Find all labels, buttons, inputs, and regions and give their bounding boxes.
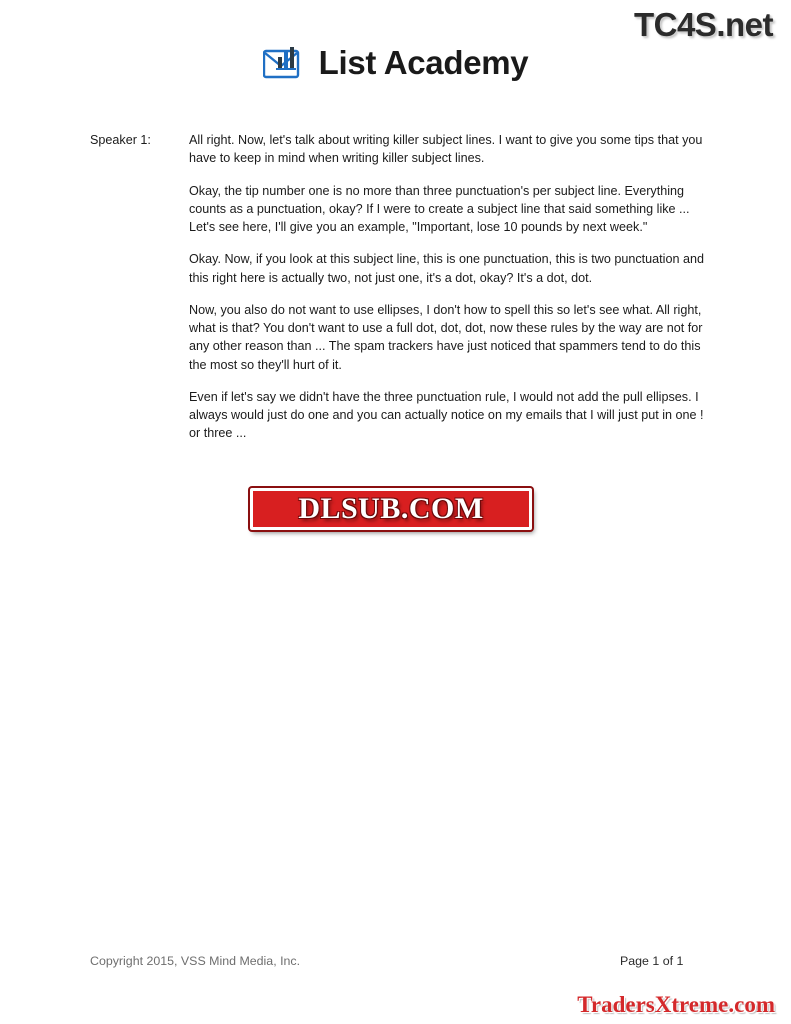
site-logo [0,44,791,82]
paragraph: All right. Now, let's talk about writing killer subject lines. I want to give you some tips that you have to keep in mind when writing killer subject lines. [189,133,703,166]
logo-text: List Academy [318,44,529,81]
dlsub-watermark [250,488,532,530]
speaker-label: Speaker 1: [90,133,151,147]
speech-text [189,131,706,443]
tc4s-watermark: TC4S.net [633,6,773,43]
footer-copyright: Copyright 2015, VSS Mind Media, Inc. [90,954,301,968]
envelope-chart-icon [263,45,309,81]
paragraph: Okay, the tip number one is no more than three punctuation's per subject line. Everything counts as a punctuation, okay? If I were to create a subject line that said something like ... Let's see here, I'll give you an example, "Important, lose 10 pounds by next week." [189,183,690,234]
speaker-block [90,131,706,443]
paragraph: Now, you also do not want to use ellipses, I don't how to spell this so let's see what. All right, what is that? You don't want to use a full dot, dot, dot, now these rules by the way are not for any other reason than ... The spam trackers have just noticed that spammers tend to do this the most so they'll hurt of it. [189,302,703,372]
dlsub-text: DLSUB.COM [298,492,484,525]
transcript-body [90,131,706,443]
paragraph: Even if let's say we didn't have the three punctuation rule, I would not add the pull ellipses. I always would just do one and you can actually notice on my emails that I will just put in one ! or three ... [189,389,704,441]
paragraph: Okay. Now, if you look at this subject line, this is one punctuation, this is two punctuation and this right here is actually two, not just one, it's a dot, okay? It's a dot, dot. [189,252,704,285]
tradersxtreme-watermark: TradersXtreme.com [577,992,775,1017]
footer-page-number: Page 1 of 1 [620,954,684,968]
